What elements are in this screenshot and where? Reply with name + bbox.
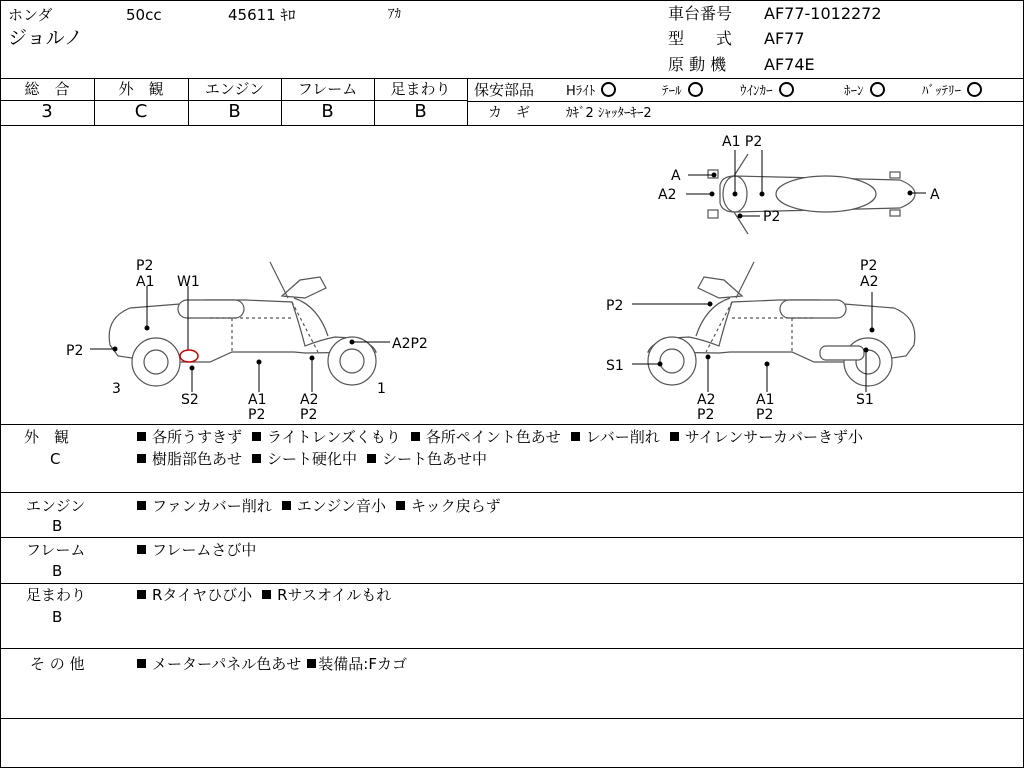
label-p2: P2	[66, 343, 84, 359]
label-a1: A1	[248, 392, 267, 408]
remark-item: 各所ペイント色あせ	[411, 428, 561, 446]
label-p2: P2	[860, 258, 878, 274]
bullet-square-icon	[262, 590, 271, 599]
key-label: カ ギ	[488, 105, 530, 121]
bullet-square-icon	[137, 454, 146, 463]
label-p2: P2	[300, 407, 318, 423]
safety-horn: ﾎｰﾝ	[844, 82, 885, 100]
divider	[0, 648, 1024, 649]
label-a: A	[930, 187, 940, 203]
remark-label-engine: エンジン	[26, 497, 86, 515]
model-name: ジョルノ	[8, 27, 83, 49]
label-a1p2: A1 P2	[722, 134, 763, 150]
remark-item: メーターパネル色あせ	[137, 655, 301, 673]
label-w1: W1	[177, 274, 200, 290]
grade-exterior-value: C	[134, 101, 148, 122]
label-3: 3	[112, 381, 121, 397]
divider	[0, 424, 1024, 425]
grade-suspension-label: 足まわり	[390, 80, 451, 98]
frame-no: AF77-1012272	[764, 4, 882, 23]
grade-suspension-value: B	[414, 101, 427, 122]
remark-line	[137, 450, 497, 468]
remark-item: フレームさび中	[137, 541, 256, 559]
ok-mark-icon	[967, 82, 982, 97]
grade-engine-label: エンジン	[204, 80, 265, 98]
type-value: AF77	[764, 29, 805, 48]
grade-frame-value: B	[321, 101, 334, 122]
safety-headlight: Hﾗｲﾄ	[566, 82, 616, 100]
safety-tail: ﾃｰﾙ	[662, 82, 703, 100]
ok-mark-icon	[601, 82, 616, 97]
bullet-square-icon	[307, 659, 316, 668]
remark-item: ファンカバー削れ	[137, 497, 272, 515]
remark-line	[137, 497, 511, 515]
remark-grade-engine: B	[52, 517, 63, 535]
engine-value: AF74E	[764, 55, 815, 74]
remark-line	[137, 586, 401, 604]
label-p2: P2	[756, 407, 774, 423]
grade-exterior-label: 外 観	[118, 80, 164, 98]
bullet-square-icon	[137, 659, 146, 668]
bullet-square-icon	[252, 432, 261, 441]
remark-line	[137, 541, 266, 559]
bullet-square-icon	[137, 590, 146, 599]
grade-overall-value: 3	[41, 101, 53, 122]
remark-item: Rサスオイルもれ	[262, 586, 391, 604]
divider	[0, 492, 1024, 493]
ok-mark-icon	[688, 82, 703, 97]
remark-item: ライトレンズくもり	[252, 428, 401, 446]
divider	[0, 78, 1024, 79]
ok-mark-icon	[779, 82, 794, 97]
label-a2: A2	[300, 392, 319, 408]
remark-item: レバー削れ	[571, 428, 660, 446]
remark-item: Rタイヤひび小	[137, 586, 252, 604]
remark-item: キック戻らず	[396, 497, 501, 515]
label-1: 1	[377, 381, 386, 397]
remark-grade-frame: B	[52, 562, 63, 580]
remark-label-exterior: 外 観	[24, 428, 70, 446]
divider	[467, 78, 468, 125]
divider	[468, 101, 1024, 102]
divider	[0, 537, 1024, 538]
key-value: ｶｷﾞ2 ｼｬｯﾀｰｷｰ2	[566, 106, 652, 121]
damage-diagram	[0, 126, 1024, 424]
bullet-square-icon	[282, 501, 291, 510]
remark-item: シート色あせ中	[367, 450, 487, 468]
remark-label-frame: フレーム	[26, 541, 86, 559]
label-s1: S1	[606, 358, 624, 374]
safety-label: 保安部品	[474, 81, 535, 99]
type-label: 型 式	[668, 29, 733, 48]
displacement: 50cc	[126, 6, 162, 24]
mileage: 45611 ｷﾛ	[228, 6, 296, 24]
remark-line	[137, 655, 417, 673]
grade-overall-label: 総 合	[24, 80, 70, 98]
remark-grade-exterior: C	[50, 450, 61, 468]
label-s1: S1	[856, 392, 874, 408]
remark-label-suspension: 足まわり	[26, 586, 87, 604]
grade-engine-value: B	[228, 101, 241, 122]
label-p2: P2	[136, 258, 154, 274]
label-a2: A2	[697, 392, 716, 408]
label-a1: A1	[136, 274, 155, 290]
safety-battery: ﾊﾞｯﾃﾘｰ	[922, 82, 982, 100]
remark-item: 樹脂部色あせ	[137, 450, 242, 468]
remark-item: シート硬化中	[252, 450, 357, 468]
bullet-square-icon	[411, 432, 420, 441]
bullet-square-icon	[137, 545, 146, 554]
ok-mark-icon	[870, 82, 885, 97]
remark-grade-suspension: B	[52, 608, 63, 626]
label-a2: A2	[658, 187, 677, 203]
remark-item: サイレンサーカバーきず小	[670, 428, 863, 446]
bullet-square-icon	[396, 501, 405, 510]
label-p2: P2	[606, 298, 624, 314]
bullet-square-icon	[137, 501, 146, 510]
label-p2: P2	[697, 407, 715, 423]
bullet-square-icon	[137, 432, 146, 441]
remark-item: 各所うすきず	[137, 428, 242, 446]
grade-frame-label: フレーム	[297, 80, 358, 98]
engine-label: 原 動 機	[668, 55, 727, 74]
label-a2: A2	[860, 274, 879, 290]
label-s2: S2	[181, 392, 199, 408]
color: ｱｶ	[388, 7, 401, 22]
scooter-top-view	[708, 154, 915, 234]
label-p2: P2	[763, 209, 781, 225]
divider	[0, 583, 1024, 584]
maker: ホンダ	[8, 6, 53, 24]
remark-label-other: そ の 他	[30, 655, 85, 673]
safety-winker: ｳｲﾝｶｰ	[740, 82, 794, 100]
divider	[0, 718, 1024, 719]
label-a1: A1	[756, 392, 775, 408]
w1-marker-icon	[180, 350, 198, 362]
frame-no-label: 車台番号	[668, 4, 733, 23]
label-a2p2: A2P2	[392, 336, 428, 352]
remark-line	[137, 428, 873, 446]
bullet-square-icon	[571, 432, 580, 441]
bullet-square-icon	[670, 432, 679, 441]
bullet-square-icon	[252, 454, 261, 463]
bullet-square-icon	[367, 454, 376, 463]
label-a: A	[671, 168, 681, 184]
remark-item: 装備品:Fカゴ	[307, 655, 407, 673]
remark-item: エンジン音小	[282, 497, 386, 515]
label-p2: P2	[248, 407, 266, 423]
